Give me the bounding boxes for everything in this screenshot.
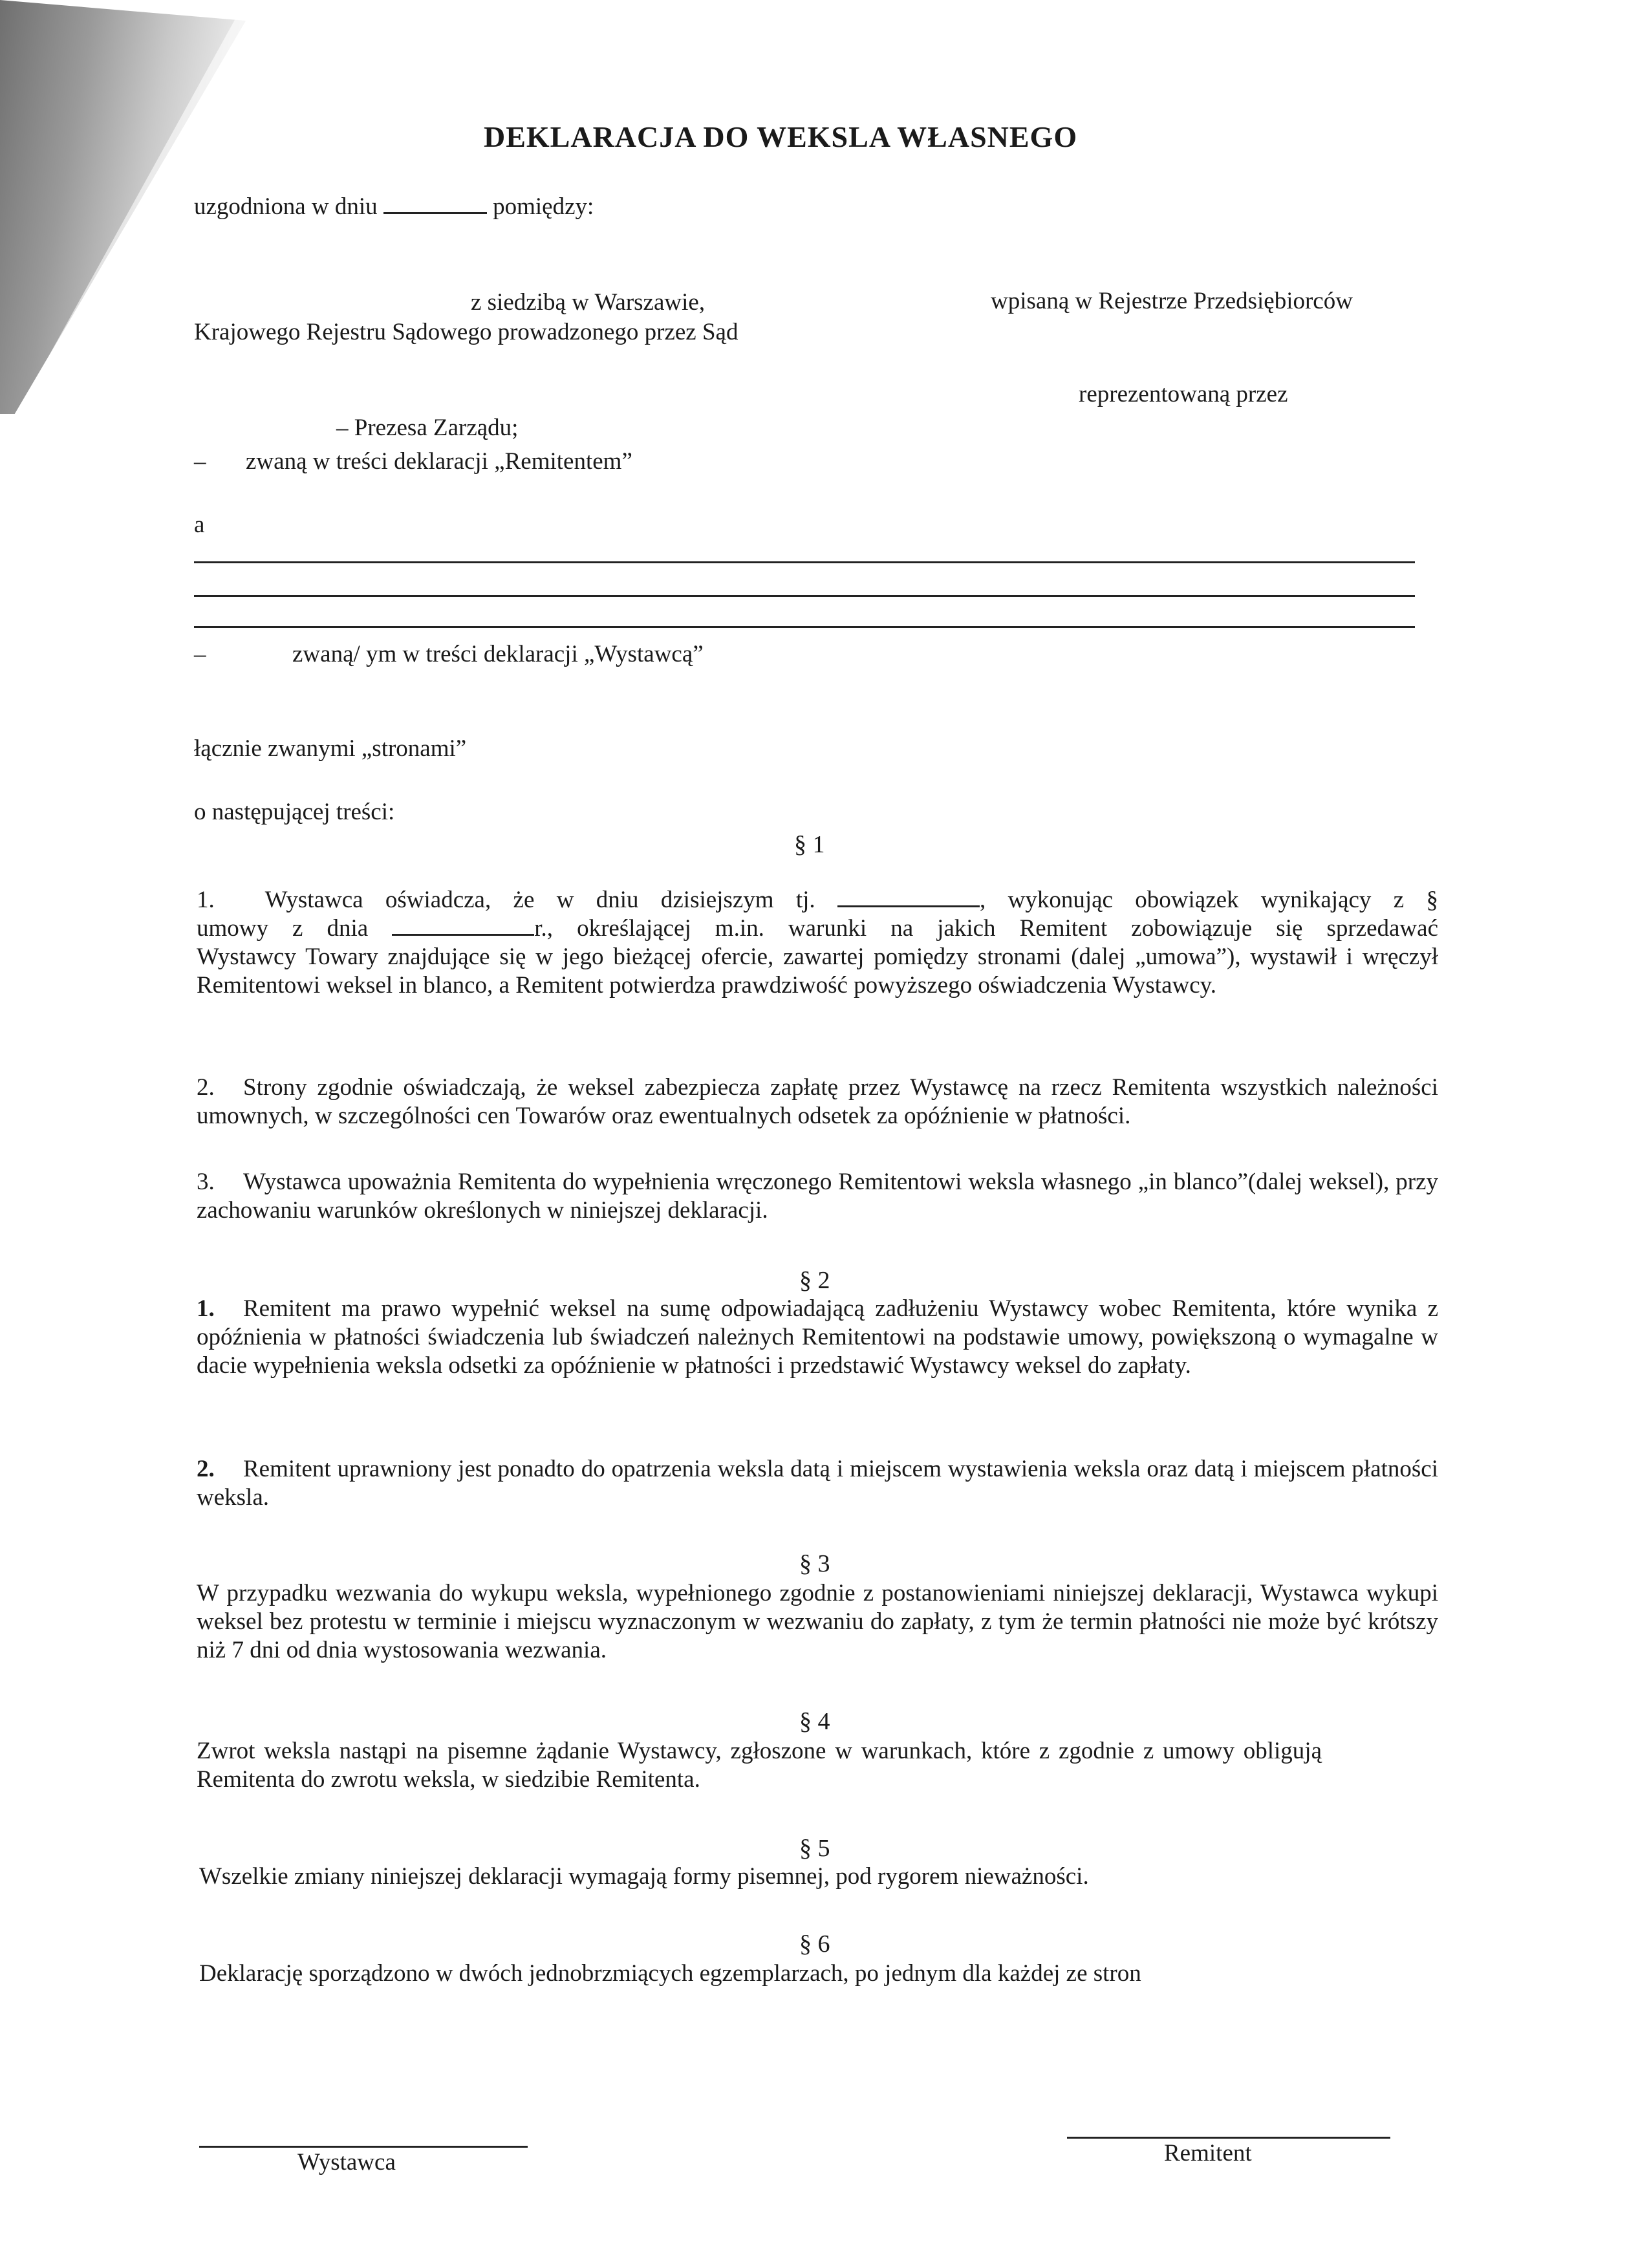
seat-text: z siedzibą w Warszawie, bbox=[471, 289, 706, 316]
signature-label-left: Wystawca bbox=[297, 2149, 396, 2176]
section-1-paragraph-1-line-2: umowy z dnia r., określającej m.in. warunki na jakich Remitent zobowiązuje się sprzedawać bbox=[197, 915, 1438, 942]
represented-text: reprezentowaną przez bbox=[1079, 381, 1288, 407]
registered-text: wpisaną w Rejestrze Przedsiębiorców bbox=[991, 288, 1353, 314]
between-label: pomiędzy: bbox=[493, 193, 594, 220]
court-register-text: Krajowego Rejestru Sądowego prowadzonego przez Sąd bbox=[194, 319, 738, 345]
president-text: – Prezesa Zarządu; bbox=[336, 415, 519, 441]
section-1-paragraph-1-line-1: 1. Wystawca oświadcza, że w dniu dzisiejszym tj. , wykonując obowiązek wynikający z § bbox=[197, 887, 1438, 913]
document-title: DEKLARACJA DO WEKSLA WŁASNEGO bbox=[484, 120, 1078, 153]
signature-label-right: Remitent bbox=[1164, 2140, 1252, 2166]
section-5-heading: § 5 bbox=[799, 1835, 830, 1862]
date-blank bbox=[837, 886, 980, 907]
section-1-paragraph-2: 2. Strony zgodnie oświadczają, że weksel zabezpiecza zapłatę przez Wystawcę na rzecz Remitenta wszystkich należności umownych, w szczególności cen Towarów oraz ewentualnych odsetek za opóźnienie w płatności. bbox=[197, 1074, 1438, 1129]
signature-line-right bbox=[1067, 2137, 1390, 2139]
section-4-text: Zwrot weksla nastąpi na pisemne żądanie Wystawcy, zgłoszone w warunkach, które z zgodnie z umowy obligują Remitenta do zwrotu weksla, w siedzibie Remitenta. bbox=[197, 1738, 1322, 1793]
section-6-text: Deklarację sporządzono w dwóch jednobrzmiących egzemplarzach, po jednym dla każdej ze stron bbox=[199, 1960, 1141, 1987]
section-1-paragraph-3: 3. Wystawca upoważnia Remitenta do wypełnienia wręczonego Remitentowi weksla własnego „in blanco”(dalej weksel), przy zachowaniu warunków określonych w niniejszej deklaracji. bbox=[197, 1169, 1438, 1224]
section-3-text: W przypadku wezwania do wykupu weksla, wypełnionego zgodnie z postanowieniami niniejszej deklaracji, Wystawca wykupi weksel bez protestu w terminie i miejscu wyznaczonym w wezwaniu do zapłaty, z tym że termin płatności nie może być krótszy niż 7 dni od dnia wystosowania wezwania. bbox=[197, 1580, 1438, 1663]
and-text: a bbox=[194, 512, 205, 538]
section-6-heading: § 6 bbox=[799, 1930, 830, 1958]
section-5-text: Wszelkie zmiany niniejszej deklaracji wymagają formy pisemnej, pod rygorem nieważności. bbox=[199, 1863, 1089, 1890]
date-blank bbox=[383, 193, 487, 214]
section-2-heading: § 2 bbox=[799, 1267, 830, 1294]
issuer-line-2 bbox=[194, 595, 1415, 597]
issuer-line-1 bbox=[194, 561, 1415, 563]
section-3-heading: § 3 bbox=[799, 1550, 830, 1577]
issuer-dash: – bbox=[194, 641, 206, 667]
section-2-paragraph-2: 2. Remitent uprawniony jest ponadto do opatrzenia weksla datą i miejscem wystawienia weksla oraz datą i miejscem płatności weksla. bbox=[197, 1456, 1438, 1511]
section-1-paragraph-1-rest: Wystawcy Towary znajdujące się w jego bieżącej ofercie, zawartej pomiędzy stronami (dalej „umowa”), wystawił i wręczył Remitentowi weksel in blanco, a Remitent potwierdza prawdziwość powyższego oświadczenia Wystawcy. bbox=[197, 944, 1438, 999]
agreed-on-line bbox=[194, 193, 594, 221]
paragraph-number: 1. bbox=[197, 887, 215, 913]
remitent-dash: – bbox=[194, 448, 206, 475]
issuer-called-text: zwaną/ ym w treści deklaracji „Wystawcą” bbox=[292, 641, 704, 667]
issuer-line-3 bbox=[194, 626, 1415, 628]
date-blank bbox=[392, 914, 534, 936]
section-4-heading: § 4 bbox=[799, 1708, 830, 1735]
remitent-called-text: zwaną w treści deklaracji „Remitentem” bbox=[246, 448, 632, 475]
content-text: o następującej treści: bbox=[194, 799, 395, 825]
section-1-heading: § 1 bbox=[794, 831, 825, 858]
jointly-text: łącznie zwanymi „stronami” bbox=[194, 735, 467, 762]
agreed-on-label: uzgodniona w dniu bbox=[194, 193, 378, 220]
section-2-paragraph-1: 1. Remitent ma prawo wypełnić weksel na sumę odpowiadającą zadłużeniu Wystawcy wobec Remitenta, które wynika z opóźnienia w płatności świadczenia lub świadczeń należnych Remitentowi na podstawie umowy, powiększoną o wymagalne w dacie wypełnienia weksla odsetki za opóźnienie w płatności i przedstawić Wystawcy weksel do zapłaty. bbox=[197, 1295, 1438, 1379]
signature-line-left bbox=[199, 2146, 528, 2148]
